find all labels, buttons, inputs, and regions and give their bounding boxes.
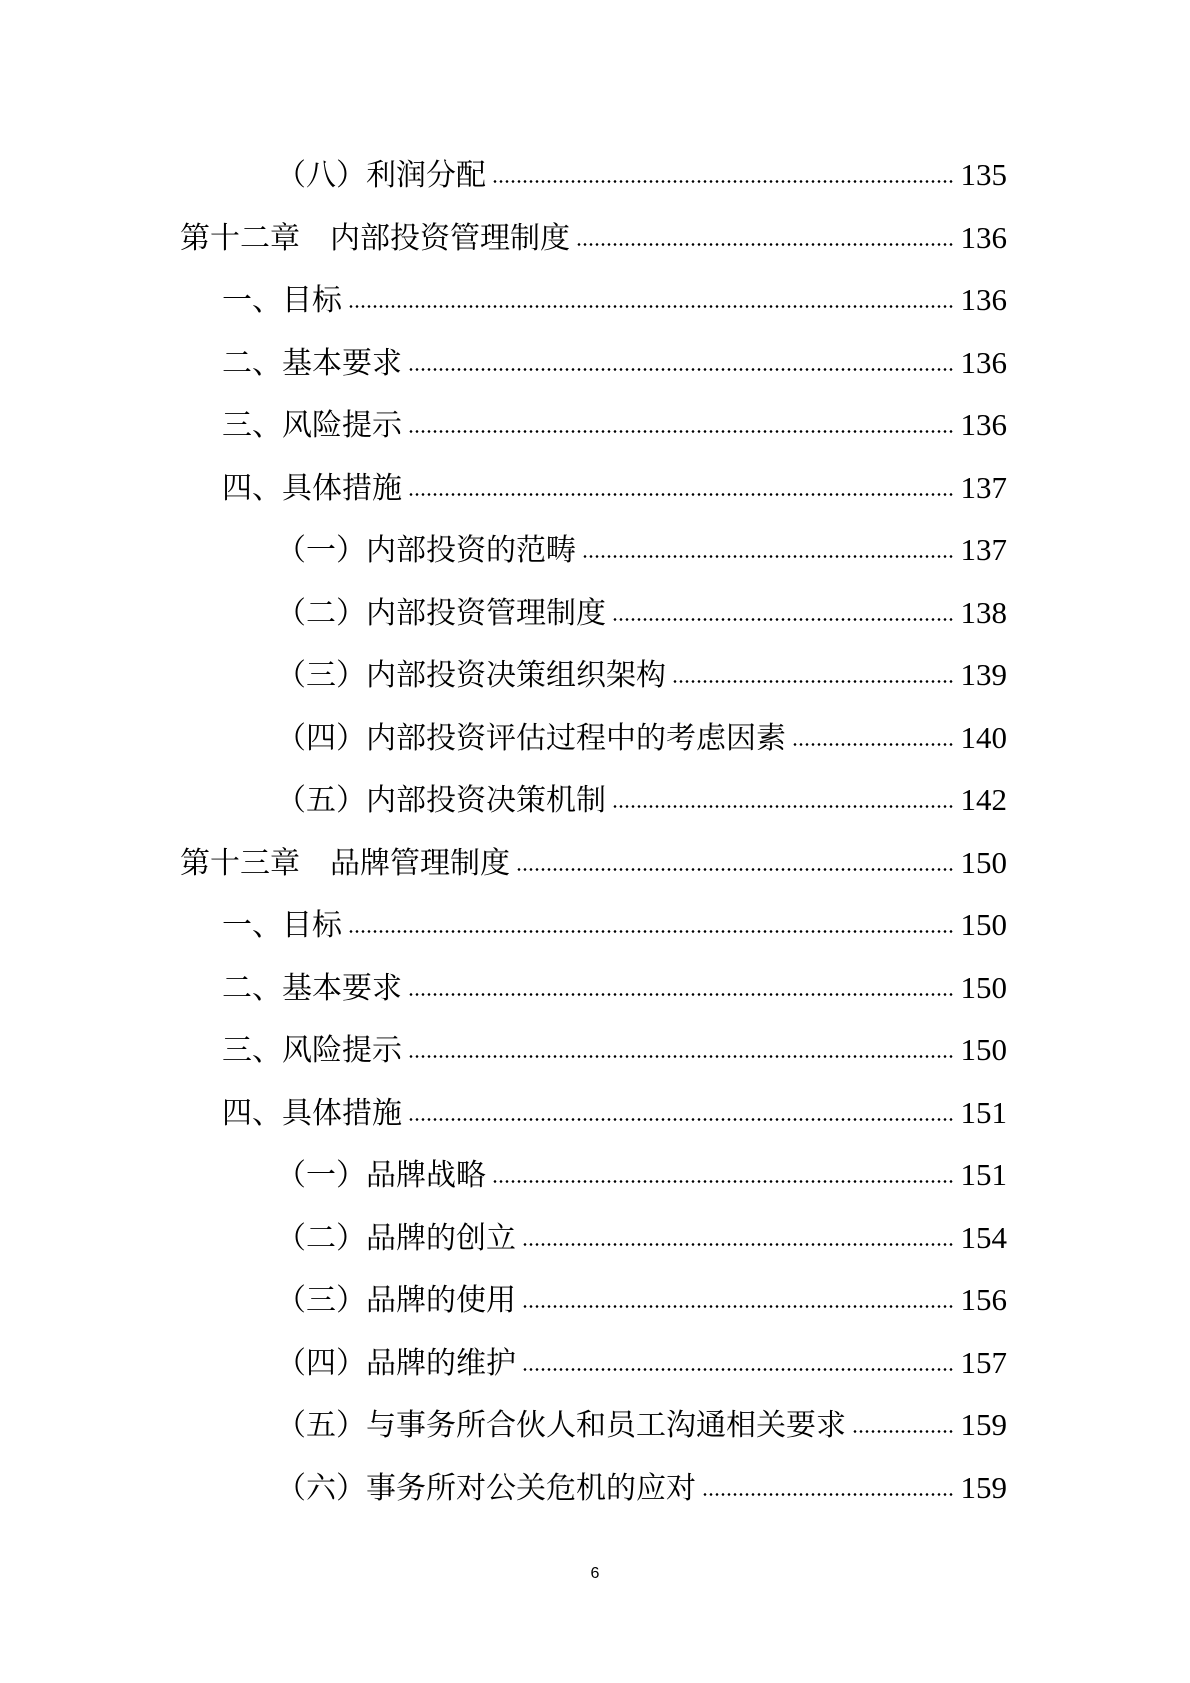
toc-entry[interactable] <box>180 839 1007 887</box>
toc-dot-leader <box>492 180 955 183</box>
toc-entry[interactable] <box>222 964 1007 1012</box>
toc-entry[interactable] <box>276 776 1007 824</box>
toc-entry[interactable] <box>222 276 1007 324</box>
toc-entry[interactable] <box>222 1089 1007 1137</box>
toc-dot-leader <box>852 1430 955 1433</box>
toc-dot-leader <box>522 1305 955 1308</box>
toc-dot-leader <box>792 743 955 746</box>
toc-entry-title: 第十三章 品牌管理制度 <box>180 845 510 881</box>
toc-entry-page: 154 <box>960 1219 1007 1255</box>
toc-entry-page: 142 <box>960 782 1007 817</box>
toc-entry-page: 136 <box>960 407 1007 442</box>
toc-entry-title: 四、具体措施 <box>222 470 402 506</box>
toc-entry[interactable] <box>180 214 1007 262</box>
toc-entry[interactable] <box>276 1151 1007 1199</box>
toc-entry-page: 135 <box>960 157 1007 192</box>
toc-entry-title: （一）品牌战略 <box>276 1158 486 1193</box>
toc-entry-title: 一、目标 <box>222 283 342 318</box>
toc-entry[interactable] <box>276 1401 1007 1449</box>
toc-entry-page: 150 <box>960 1032 1007 1067</box>
toc-entry-page: 151 <box>960 1157 1007 1192</box>
toc-entry-title: （五）与事务所合伙人和员工沟通相关要求 <box>276 1408 846 1443</box>
toc-entry[interactable] <box>222 464 1007 512</box>
toc-entry-title: 一、目标 <box>222 908 342 943</box>
toc-entry-page: 150 <box>960 969 1007 1005</box>
toc-dot-leader <box>576 243 955 246</box>
toc-entry[interactable] <box>276 589 1007 637</box>
toc-dot-leader <box>672 680 955 683</box>
toc-entry[interactable] <box>276 151 1007 199</box>
toc-entry[interactable] <box>276 526 1007 574</box>
toc-entry-title: （一）内部投资的范畴 <box>276 533 576 568</box>
toc-entry[interactable] <box>276 651 1007 699</box>
toc-entry[interactable] <box>222 1026 1007 1074</box>
toc-dot-leader <box>612 805 955 808</box>
toc-entry-page: 150 <box>960 907 1007 942</box>
toc-entry-page: 151 <box>960 1094 1007 1130</box>
toc-entry-title: （五）内部投资决策机制 <box>276 783 606 818</box>
toc-dot-leader <box>408 1055 955 1058</box>
toc-dot-leader <box>582 555 955 558</box>
toc-entry[interactable] <box>276 714 1007 762</box>
toc-dot-leader <box>516 868 955 871</box>
toc-entry-title: （六）事务所对公关危机的应对 <box>276 1470 696 1506</box>
toc-entry-title: （二）品牌的创立 <box>276 1220 516 1256</box>
toc-entry-title: （三）内部投资决策组织架构 <box>276 658 666 693</box>
toc-entry-title: 三、风险提示 <box>222 1033 402 1068</box>
toc-dot-leader <box>408 430 955 433</box>
toc-entry-page: 159 <box>960 1407 1007 1442</box>
toc-entry-title: 四、具体措施 <box>222 1095 402 1131</box>
toc-entry-title: （八）利润分配 <box>276 158 486 193</box>
toc-entry-page: 137 <box>960 532 1007 567</box>
toc-entry-page: 150 <box>960 844 1007 880</box>
toc-entry-page: 140 <box>960 719 1007 755</box>
toc-entry-title: 二、基本要求 <box>222 345 402 381</box>
toc-entry-title: （二）内部投资管理制度 <box>276 595 606 631</box>
toc-dot-leader <box>348 930 955 933</box>
page-number: 6 <box>590 1565 600 1582</box>
toc-entry-page: 136 <box>960 282 1007 317</box>
toc-entry-page: 139 <box>960 657 1007 692</box>
toc-dot-leader <box>702 1493 955 1496</box>
toc-entry-title: （三）品牌的使用 <box>276 1283 516 1318</box>
toc-entry[interactable] <box>222 401 1007 449</box>
toc-dot-leader <box>408 993 955 996</box>
toc-dot-leader <box>408 493 955 496</box>
toc-entry[interactable] <box>276 1464 1007 1512</box>
toc-entry-page: 136 <box>960 219 1007 255</box>
toc-entry[interactable] <box>276 1339 1007 1387</box>
toc-entry-page: 138 <box>960 594 1007 630</box>
toc-entry[interactable] <box>222 901 1007 949</box>
toc-dot-leader <box>348 305 955 308</box>
toc-dot-leader <box>408 1118 955 1121</box>
toc-dot-leader <box>492 1180 955 1183</box>
toc-entry-page: 159 <box>960 1469 1007 1505</box>
toc-dot-leader <box>408 368 955 371</box>
toc-entry-title: （四）内部投资评估过程中的考虑因素 <box>276 720 786 756</box>
toc-entry[interactable] <box>276 1276 1007 1324</box>
toc-dot-leader <box>522 1243 955 1246</box>
toc-entry-title: 三、风险提示 <box>222 408 402 443</box>
toc-entry-page: 157 <box>960 1344 1007 1380</box>
toc-entry-page: 136 <box>960 344 1007 380</box>
toc-entry[interactable] <box>276 1214 1007 1262</box>
toc-entry-title: 第十二章 内部投资管理制度 <box>180 220 570 256</box>
toc-entry-page: 156 <box>960 1282 1007 1317</box>
toc-entry-title: 二、基本要求 <box>222 970 402 1006</box>
toc-entry-page: 137 <box>960 469 1007 505</box>
toc-dot-leader <box>612 618 955 621</box>
toc-dot-leader <box>522 1368 955 1371</box>
toc-entry-title: （四）品牌的维护 <box>276 1345 516 1381</box>
toc-entry[interactable] <box>222 339 1007 387</box>
